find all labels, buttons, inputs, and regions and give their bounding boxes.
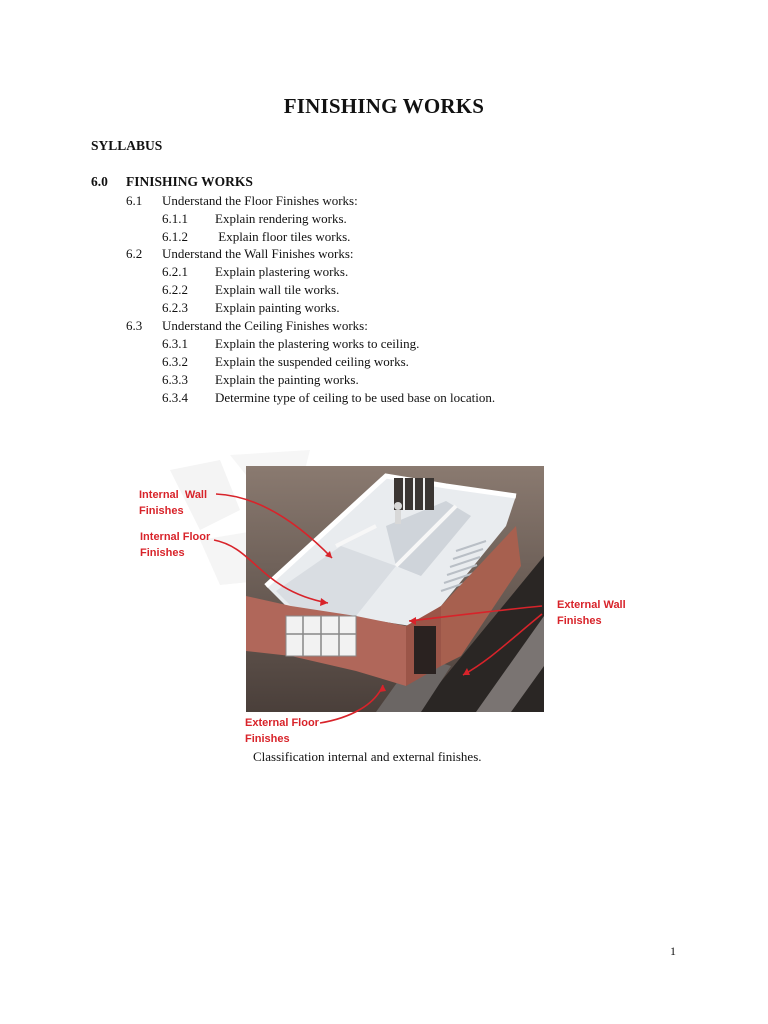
item-text: Explain the suspended ceiling works. (215, 354, 409, 369)
subsection-title: Understand the Wall Finishes works: (162, 246, 354, 261)
page-number: 1 (670, 944, 676, 958)
item-text: Explain floor tiles works. (215, 229, 351, 244)
subsection-number: 6.2 (126, 246, 143, 261)
external-wall-label: External Wall Finishes (557, 599, 626, 627)
item-text: Explain plastering works. (215, 264, 349, 279)
item-text: Determine type of ceiling to be used base on location. (215, 390, 496, 405)
item-number: 6.2.2 (162, 282, 188, 297)
external-wall-arrow-1 (409, 606, 542, 621)
item-number: 6.1.2 (162, 229, 188, 244)
item-text: Explain rendering works. (215, 211, 347, 226)
internal-wall-label: Internal Wall Finishes (139, 489, 208, 517)
item-number: 6.1.1 (162, 211, 188, 226)
external-floor-arrow (320, 685, 383, 723)
page-title: FINISHING WORKS (283, 94, 485, 118)
syllabus-heading: SYLLABUS (91, 138, 163, 153)
subsection-number: 6.1 (126, 193, 143, 208)
subsection-number: 6.3 (126, 318, 143, 333)
item-text: Explain the painting works. (215, 372, 359, 387)
arrowhead (379, 685, 386, 692)
section-number: 6.0 (91, 174, 108, 189)
item-number: 6.3.2 (162, 354, 188, 369)
item-number: 6.3.3 (162, 372, 188, 387)
item-text: Explain wall tile works. (215, 282, 340, 297)
subsection-title: Understand the Floor Finishes works: (162, 193, 358, 208)
item-text: Explain the plastering works to ceiling. (215, 336, 420, 351)
internal-wall-arrow (216, 494, 332, 558)
external-wall-arrow-2 (463, 614, 542, 675)
item-number: 6.3.4 (162, 390, 188, 405)
internal-floor-arrow (214, 540, 328, 603)
section-title: FINISHING WORKS (126, 174, 253, 189)
internal-floor-label: Internal Floor Finishes (140, 531, 211, 559)
external-floor-label: External Floor Finishes (245, 717, 319, 745)
item-number: 6.3.1 (162, 336, 188, 351)
subsection-title: Understand the Ceiling Finishes works: (162, 318, 368, 333)
item-number: 6.2.1 (162, 264, 188, 279)
arrowhead (409, 617, 416, 625)
item-number: 6.2.3 (162, 300, 188, 315)
figure-caption: Classification internal and external finishes. (253, 749, 482, 764)
item-text: Explain painting works. (215, 300, 340, 315)
